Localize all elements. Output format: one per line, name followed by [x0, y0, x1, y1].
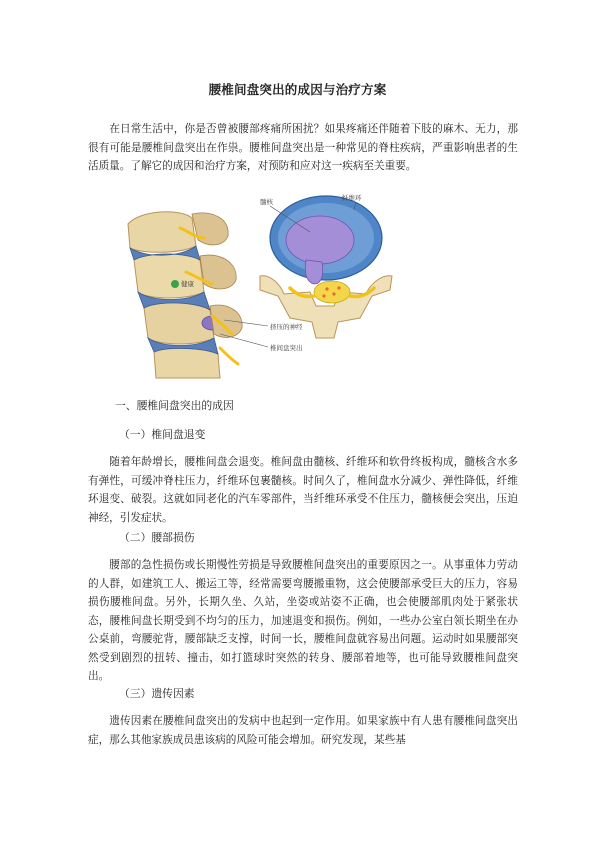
disc-top-view — [260, 193, 392, 338]
label-nucleus: 髓核 — [260, 198, 273, 206]
paragraph-disc-degeneration: 随着年龄增长，腰椎间盘会退变。椎间盘由髓核、纤维环和软骨终板构成，髓核含水多有弹性，可缓冲脊柱压力，纤维环包裹髓核。时间久了，椎间盘水分减少、弹性降低，纤维环退变、破裂。这就如同老化的汽车零部件，当纤维环承受不住压力，髓核便会突出，压迫神经，引发症状。 — [88, 456, 518, 524]
subheading-genetic-factors: （三）遗传因素 — [119, 687, 195, 700]
spine-disc-illustration — [120, 188, 480, 380]
label-compressed-nerve: 挤压的神经 — [270, 323, 303, 331]
intro-paragraph: 在日常生活中，你是否曾被腰部疼痛所困扰？如果疼痛还伴随着下肢的麻木、无力，那很有可能是腰椎间盘突出在作祟。腰椎间盘突出是一种常见的脊柱疾病，严重影响患者的生活质量。了解它的成因和治疗方案，对预防和应对这一疾病至关重要。 — [88, 123, 518, 172]
spine-side-view — [128, 212, 242, 378]
subheading-disc-degeneration: （一）椎间盘退变 — [119, 428, 206, 441]
watermark-text: 健康 — [181, 280, 194, 288]
label-annulus: 纤维环 — [342, 194, 362, 202]
document-title: 腰椎间盘突出的成因与治疗方案 — [208, 82, 387, 97]
section-heading-causes: 一、腰椎间盘突出的成因 — [115, 399, 234, 412]
paragraph-lumbar-injury: 腰部的急性损伤或长期慢性劳损是导致腰椎间盘突出的重要原因之一。从事重体力劳动的人群，如建筑工人、搬运工等，经常需要弯腰搬重物，这会使腰部承受巨大的压力，容易损伤腰椎间盘。另外，长期久坐、久站，坐姿或站姿不正确，也会使腰部肌肉处于紧张状态，腰椎间盘长期受到不均匀的压力，加速退变和损伤。例如，一些办公室白领长期坐在办公桌前，弯腰驼背，腰部缺乏支撑，时间一长，腰椎间盘就容易出问题。运动时如果腰部突然受到剧烈的扭转、撞击，如打篮球时突然的转身、腰部着地等，也可能导致腰椎间盘突出。 — [88, 559, 518, 682]
label-herniation: 椎间盘突出 — [270, 344, 303, 352]
paragraph-genetic-factors: 遗传因素在腰椎间盘突出的发病中也起到一定作用。如果家族中有人患有腰椎间盘突出症，那么其他家族成员患该病的风险可能会增加。研究发现，某些基 — [88, 715, 518, 746]
subheading-lumbar-injury: （二）腰部损伤 — [119, 531, 195, 544]
